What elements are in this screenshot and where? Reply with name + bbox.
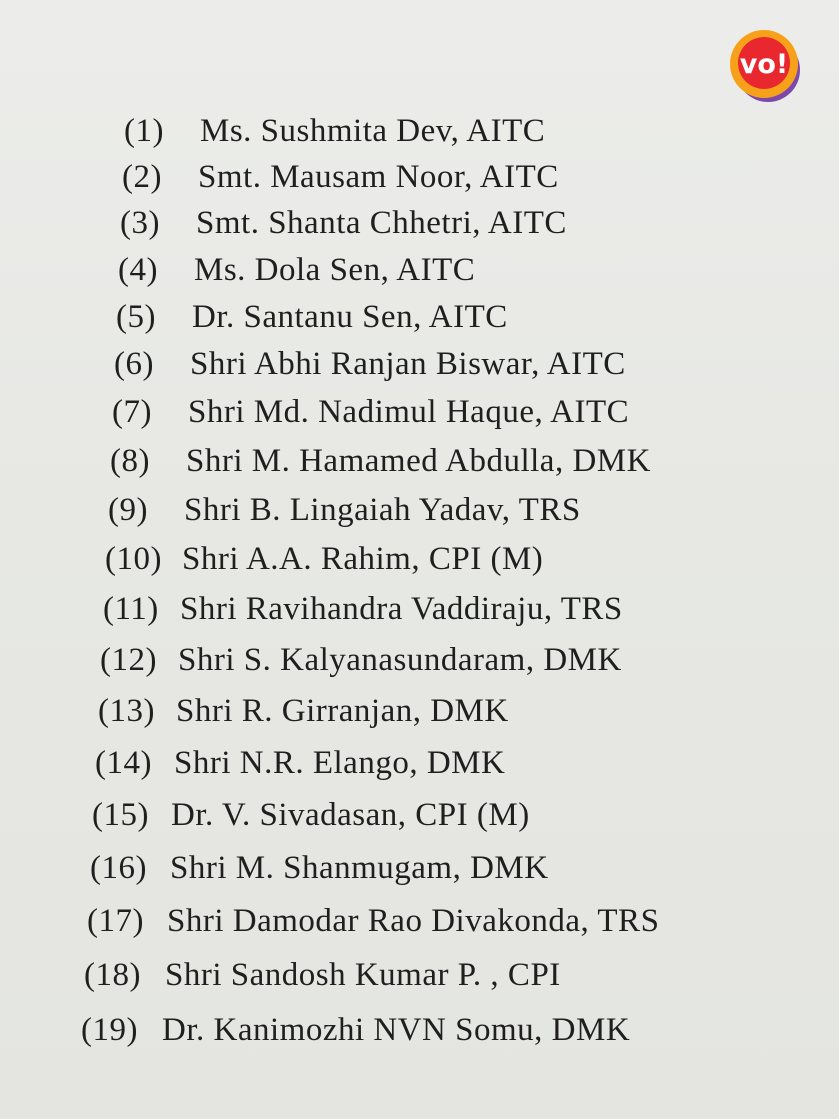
list-item-9 xyxy=(108,490,581,530)
item-number: (19) xyxy=(81,1012,138,1048)
list-item-18 xyxy=(84,955,561,995)
member-name: Ms. Sushmita Dev, AITC xyxy=(200,113,546,149)
list-item-3 xyxy=(120,203,567,243)
item-number: (12) xyxy=(100,642,157,678)
item-number: (3) xyxy=(120,205,160,241)
item-number: (2) xyxy=(122,159,162,195)
item-number: (14) xyxy=(95,745,152,781)
member-name: Shri M. Shanmugam, DMK xyxy=(170,850,549,886)
member-name: Shri A.A. Rahim, CPI (M) xyxy=(182,541,544,577)
member-name: Shri N.R. Elango, DMK xyxy=(174,745,506,781)
item-number: (13) xyxy=(98,693,155,729)
logo-text: vo! xyxy=(739,49,789,80)
list-item-7 xyxy=(112,392,629,432)
member-name: Shri R. Girranjan, DMK xyxy=(176,693,509,729)
vo-logo xyxy=(726,26,804,104)
list-item-13 xyxy=(98,691,509,731)
item-number: (8) xyxy=(110,443,150,479)
member-name: Shri B. Lingaiah Yadav, TRS xyxy=(184,492,581,528)
item-number: (5) xyxy=(116,299,156,335)
item-number: (16) xyxy=(90,850,147,886)
member-name: Shri Md. Nadimul Haque, AITC xyxy=(188,394,630,430)
item-number: (1) xyxy=(124,113,164,149)
item-number: (17) xyxy=(87,903,144,939)
list-item-11 xyxy=(103,589,623,629)
item-number: (7) xyxy=(112,394,152,430)
member-name: Dr. Santanu Sen, AITC xyxy=(192,299,508,335)
member-name: Ms. Dola Sen, AITC xyxy=(194,252,476,288)
list-item-1 xyxy=(124,111,545,151)
list-item-17 xyxy=(87,901,659,941)
vo-logo-icon xyxy=(726,26,804,104)
member-name: Shri Sandosh Kumar P. , CPI xyxy=(165,957,561,993)
member-name: Shri Damodar Rao Divakonda, TRS xyxy=(167,903,660,939)
item-number: (10) xyxy=(105,541,162,577)
list-item-19 xyxy=(81,1010,630,1050)
member-name: Shri Ravihandra Vaddiraju, TRS xyxy=(180,591,623,627)
item-number: (9) xyxy=(108,492,148,528)
list-item-12 xyxy=(100,640,622,680)
member-name: Shri S. Kalyanasundaram, DMK xyxy=(178,642,622,678)
list-item-2 xyxy=(122,157,559,197)
item-number: (11) xyxy=(103,591,159,627)
item-number: (6) xyxy=(114,346,154,382)
member-name: Dr. Kanimozhi NVN Somu, DMK xyxy=(162,1012,631,1048)
item-number: (18) xyxy=(84,957,141,993)
list-item-6 xyxy=(114,344,626,384)
member-name: Smt. Shanta Chhetri, AITC xyxy=(196,205,567,241)
member-name: Shri Abhi Ranjan Biswar, AITC xyxy=(190,346,626,382)
member-name: Shri M. Hamamed Abdulla, DMK xyxy=(186,443,651,479)
list-item-8 xyxy=(110,441,651,481)
item-number: (4) xyxy=(118,252,158,288)
member-name: Dr. V. Sivadasan, CPI (M) xyxy=(171,797,530,833)
list-item-15 xyxy=(92,795,530,835)
member-name: Smt. Mausam Noor, AITC xyxy=(198,159,559,195)
item-number: (15) xyxy=(92,797,149,833)
list-item-14 xyxy=(95,743,505,783)
list-item-16 xyxy=(90,848,549,888)
list-item-5 xyxy=(116,297,508,337)
list-item-4 xyxy=(118,250,475,290)
list-item-10 xyxy=(105,539,543,579)
